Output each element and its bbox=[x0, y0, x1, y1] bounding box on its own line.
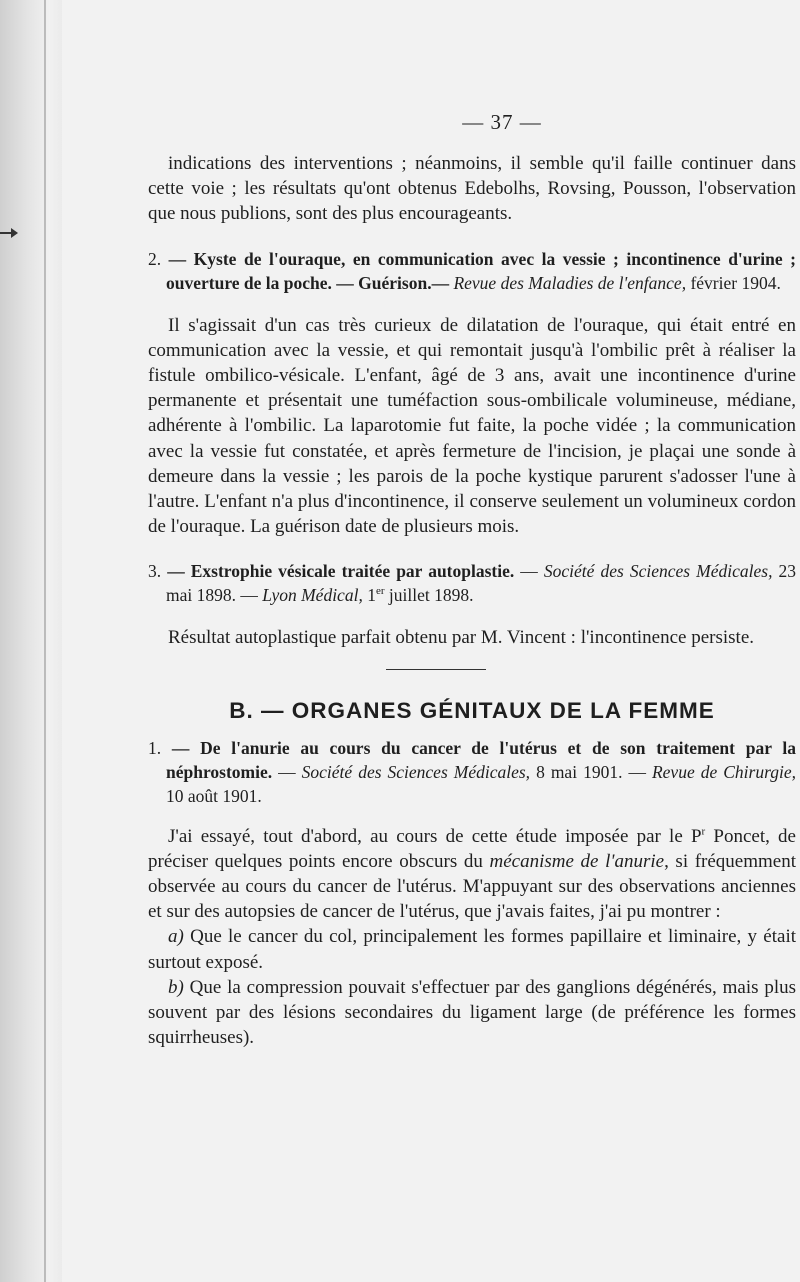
bibliography-entry-2 bbox=[148, 247, 796, 295]
section-title: B. — ORGANES GÉNITAUX DE LA FEMME bbox=[229, 697, 715, 723]
entry-number: 1. bbox=[148, 737, 162, 758]
bibliography-entry-b1 bbox=[148, 736, 796, 808]
list-item-a bbox=[148, 924, 796, 974]
entry-date-2-rest: juillet 1898. bbox=[384, 585, 474, 606]
binding-gutter bbox=[0, 0, 62, 1282]
entry-dash: — bbox=[514, 561, 544, 582]
entry-source: Revue des Maladies de l'enfance, bbox=[453, 272, 687, 293]
paragraph-interventions: indications des interventions ; néanmoins, il semble qu'il faille continuer dans cette voie ; les résultats qu'ont obtenus Edebolhs, Rovsing, Pousson, l'observation que nous publions, sont des plus encourageants. bbox=[148, 153, 796, 225]
page-sheet bbox=[62, 0, 800, 1282]
paragraph-ouraque-case: Il s'agissait d'un cas très curieux de dilatation de l'ouraque, qui était entré en communication avec la vessie, et qui remontait jusqu'à l'ombilic prêt à réaliser la fistule ombilico-vésicale. L'enfant, âgé de 3 ans, avait une incontinence d'urine permanente et présentait une tuméfaction sous-ombilicale volumineuse, médiane, adhérente à l'ombilic. La laparotomie fut faite, la poche vidée ; la communication avec la vessie fut constatée, et après fermeture de l'incision, je plaçai une sonde à demeure dans la vessie ; les parois de la poche kystique parurent s'adosser l'une à l'autre. L'enfant n'a plus d'incontinence, il conserve seulement un volumineux cordon de l'ouraque. La guérison date de plusieurs mois. bbox=[148, 314, 796, 538]
page-number: — 37 — bbox=[462, 110, 542, 134]
entry-date-2: 1 bbox=[362, 585, 376, 606]
entry-source-2: Lyon Médical, bbox=[262, 585, 363, 606]
entry-number: 3. bbox=[148, 561, 162, 582]
section-separator-rule bbox=[386, 669, 486, 670]
margin-arrow-mark bbox=[0, 232, 12, 234]
paragraph-anurie bbox=[148, 824, 796, 925]
entry-date-2: 10 août 1901. bbox=[166, 785, 262, 806]
entry-title: — Exstrophie vésicale traitée par autoplastie. bbox=[167, 561, 515, 582]
entry-date-sup: er bbox=[375, 585, 385, 598]
bibliography-entry-3 bbox=[148, 559, 796, 607]
anurie-text-part2: Poncet, de préciser quelques points encore obscurs du bbox=[148, 825, 796, 872]
professor-sup: r bbox=[701, 825, 706, 838]
entry-source: Société des Sciences Médicales, bbox=[543, 561, 773, 582]
entry-title: — Kyste de l'ouraque, en communication avec la vessie ; incontinence d'urine ; ouverture de la poche. — Guérison.— bbox=[166, 248, 797, 293]
entry-date: 23 mai 1898. — bbox=[166, 561, 797, 606]
anurie-text-part1: J'ai essayé, tout d'abord, au cours de cette étude imposée par le P bbox=[168, 825, 702, 847]
entry-date: février 1904. bbox=[690, 272, 781, 293]
list-item-b bbox=[148, 975, 796, 1051]
list-text: Que le cancer du col, principalement les formes papillaire et liminaire, y était surtout exposé. bbox=[148, 926, 797, 973]
anurie-text-part3: , si fréquemment observée au cours du cancer de l'utérus. M'appuyant sur des observations anciennes et sur des autopsies de cancer de l'utérus, que j'avais faites, j'ai pu montrer : bbox=[148, 850, 797, 923]
entry-title: — De l'anurie au cours du cancer de l'utérus et de son traitement par la néphrostomie. bbox=[166, 737, 796, 782]
entry-date: 8 mai 1901. — bbox=[530, 761, 652, 782]
list-marker: a) bbox=[168, 926, 184, 948]
gutter-edge-line bbox=[44, 0, 46, 1282]
list-marker: b) bbox=[168, 976, 184, 998]
paragraph-autoplastie-result: Résultat autoplastique parfait obtenu par M. Vincent : l'incontinence persiste. bbox=[168, 627, 755, 649]
page-content bbox=[148, 110, 796, 1050]
anurie-text-italic: mécanisme de l'anurie bbox=[489, 850, 665, 872]
entry-source: Société des Sciences Médicales, bbox=[301, 761, 531, 782]
entry-number: 2. bbox=[148, 248, 162, 269]
entry-dash: — bbox=[272, 761, 302, 782]
list-text: Que la compression pouvait s'effectuer par des ganglions dégénérés, mais plus souvent par des lésions secondaires du ligament large (de préférence les formes squirrheuses). bbox=[148, 976, 796, 1049]
entry-source-2: Revue de Chirurgie, bbox=[651, 761, 796, 782]
